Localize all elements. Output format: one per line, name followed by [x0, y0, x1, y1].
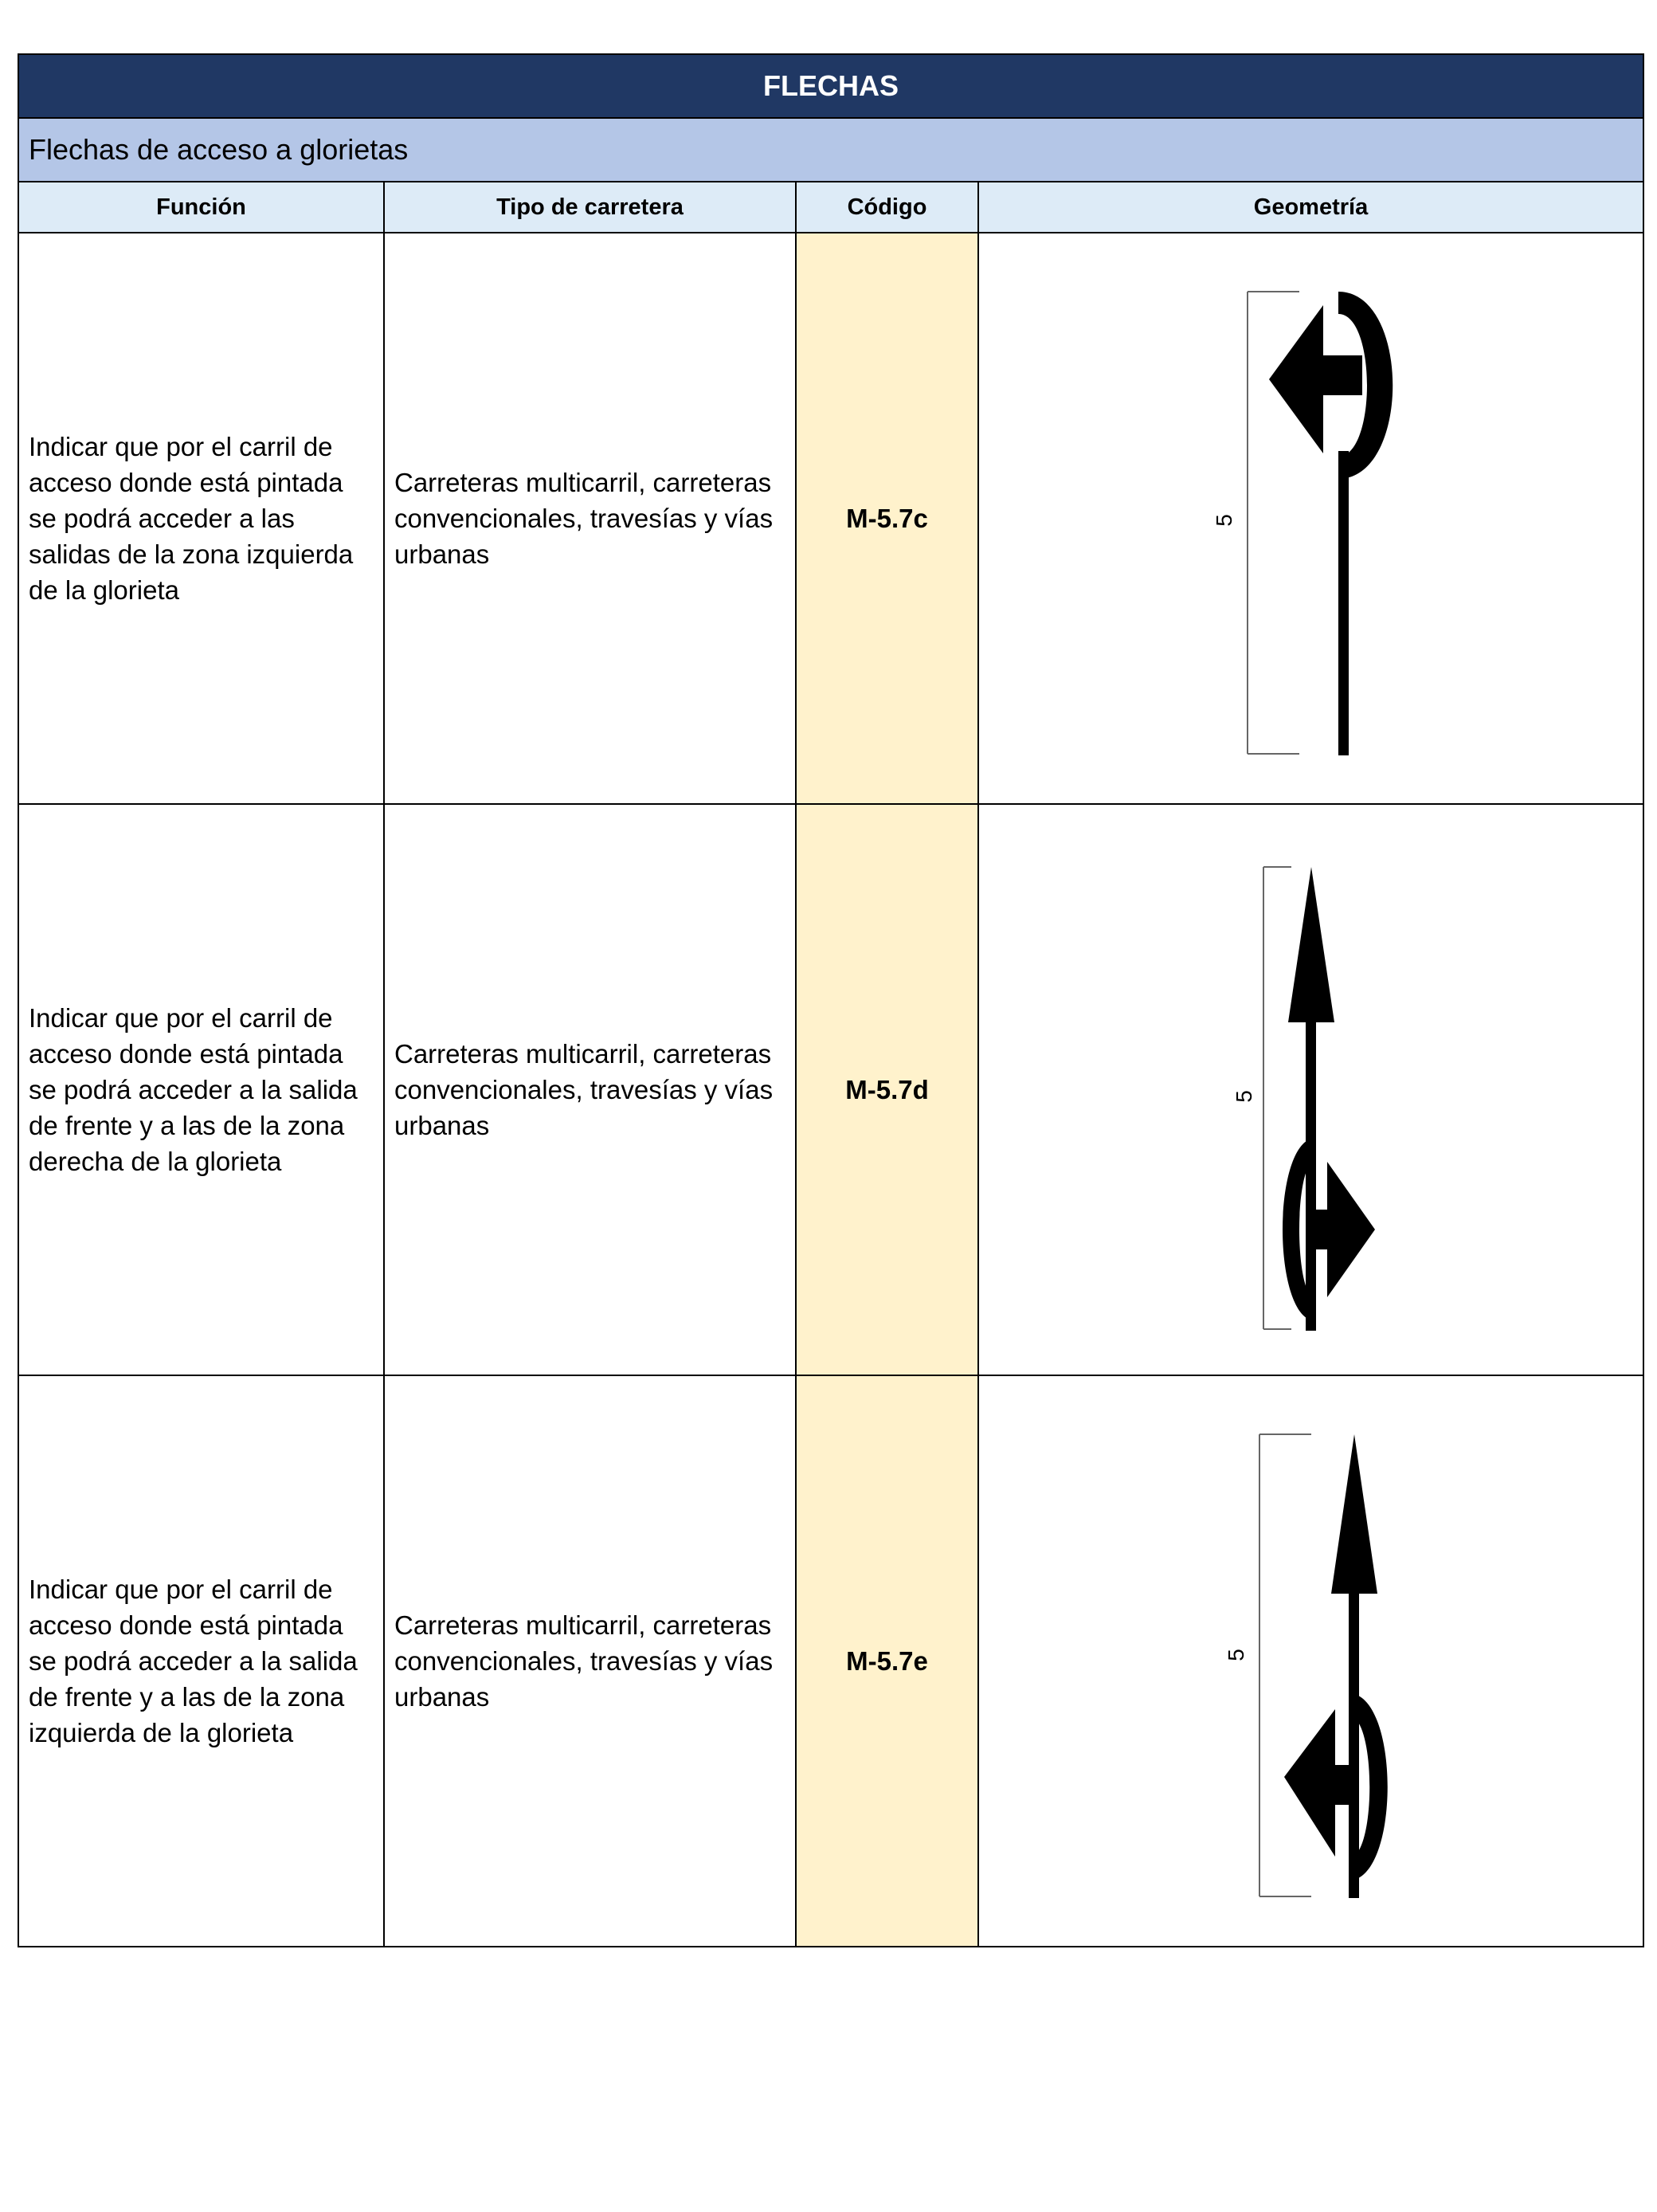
- dimension-label: 5: [1211, 513, 1236, 527]
- geometria-cell: [978, 233, 1643, 804]
- geometria-cell: [978, 1375, 1643, 1947]
- table-row: [18, 1375, 1643, 1947]
- arrow-straight-right-exit-icon: [1192, 843, 1431, 1337]
- geometria-cell: [978, 804, 1643, 1375]
- table-row: [18, 233, 1643, 804]
- codigo-cell: M-5.7c: [796, 233, 978, 804]
- header-codigo: Código: [796, 182, 978, 233]
- table-row: [18, 804, 1643, 1375]
- codigo-cell: M-5.7e: [796, 1375, 978, 1947]
- dimension-label: 5: [1231, 1089, 1256, 1103]
- header-geometria: Geometría: [978, 182, 1643, 233]
- header-tipo-carretera: Tipo de carretera: [384, 182, 796, 233]
- flechas-table: [18, 53, 1644, 1947]
- tipo-cell: Carreteras multicarril, carreteras convencionales, travesías y vías urbanas: [384, 233, 796, 804]
- arrow-left-exit-icon: [1192, 272, 1431, 766]
- table-subtitle: Flechas de acceso a glorietas: [18, 118, 1643, 182]
- arrow-straight-left-exit-icon: [1192, 1414, 1431, 1908]
- tipo-cell: Carreteras multicarril, carreteras convencionales, travesías y vías urbanas: [384, 1375, 796, 1947]
- funcion-cell: Indicar que por el carril de acceso donde está pintada se podrá acceder a la salida de frente y a las de la zona izquierda de la glorieta: [18, 1375, 384, 1947]
- funcion-cell: Indicar que por el carril de acceso donde está pintada se podrá acceder a las salidas de la zona izquierda de la glorieta: [18, 233, 384, 804]
- dimension-label: 5: [1223, 1648, 1248, 1661]
- funcion-cell: Indicar que por el carril de acceso donde está pintada se podrá acceder a la salida de frente y a las de la zona derecha de la glorieta: [18, 804, 384, 1375]
- table-title: FLECHAS: [18, 54, 1643, 118]
- header-funcion: Función: [18, 182, 384, 233]
- tipo-cell: Carreteras multicarril, carreteras convencionales, travesías y vías urbanas: [384, 804, 796, 1375]
- codigo-cell: M-5.7d: [796, 804, 978, 1375]
